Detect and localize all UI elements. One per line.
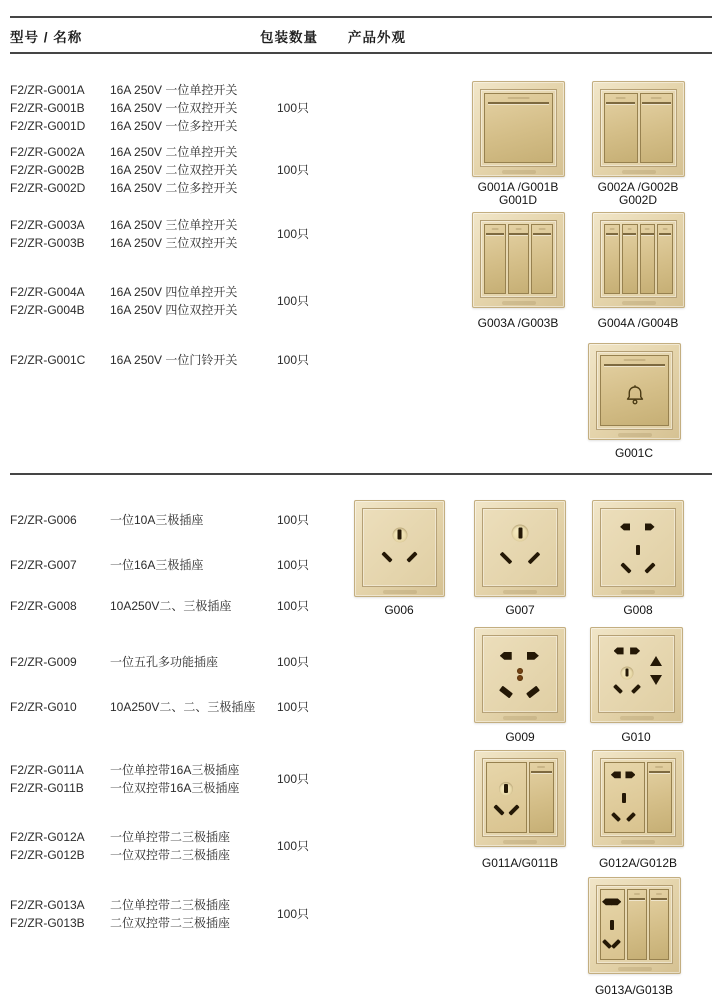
model-code: F2/ZR-G006 (10, 513, 77, 527)
section-divider-rule (10, 473, 712, 475)
header-top-rule (10, 16, 712, 18)
caption-line: G006 (384, 603, 414, 617)
model-desc: 16A 250V 一位单控开关 (110, 83, 238, 97)
product-row (10, 828, 470, 846)
bell-icon (622, 382, 648, 408)
model-desc: 一位五孔多功能插座 (110, 655, 219, 669)
rocker (640, 93, 674, 163)
model-code: F2/ZR-G013B (10, 916, 85, 930)
product-image-g006-socket-3pin (354, 500, 445, 597)
product-image-g008-socket-5hole (592, 500, 684, 597)
live-pin-hole (493, 804, 504, 815)
rocker (484, 224, 506, 294)
product-row (10, 698, 470, 716)
socket-face (366, 512, 433, 583)
product-row (10, 179, 470, 197)
product-row (10, 351, 470, 369)
model-code: F2/ZR-G001D (10, 119, 86, 133)
product-image-g004-switch-4gang (592, 212, 685, 308)
flat-pin-hole-down (650, 675, 662, 685)
model-code: F2/ZR-G003A (10, 218, 85, 232)
model-code: F2/ZR-G004A (10, 285, 85, 299)
model-code: F2/ZR-G008 (10, 599, 77, 613)
rocker (649, 889, 669, 960)
product-image-g011-switch-socket-3pin (474, 750, 566, 847)
product-row (10, 99, 470, 117)
product-row (10, 301, 470, 319)
brand-emboss (622, 301, 656, 305)
flat-pin-hole-right (527, 652, 539, 660)
model-code: F2/ZR-G013A (10, 898, 85, 912)
pin-slot (504, 784, 508, 793)
product-image-g001c-doorbell-switch (588, 343, 681, 440)
rocker (529, 762, 554, 833)
model-code: F2/ZR-G011A (10, 763, 84, 777)
product-image-g010-socket-223pole (590, 627, 683, 723)
plate-frame (482, 758, 558, 837)
product-row (10, 779, 470, 797)
brand-emboss (620, 716, 654, 720)
rocker (627, 889, 647, 960)
socket-face (486, 639, 554, 709)
model-desc: 一位单控带16A三极插座 (110, 763, 240, 777)
image-caption-g011 (460, 857, 580, 870)
pack-quantity: 100只 (277, 558, 310, 572)
model-desc: 10A250V二、三极插座 (110, 599, 232, 613)
caption-line: G001C (614, 446, 654, 460)
model-code: F2/ZR-G001B (10, 101, 85, 115)
earth-pin-hole (512, 525, 529, 542)
product-group-g001c (10, 351, 470, 369)
model-desc: 10A250V二、二、三极插座 (110, 700, 256, 714)
model-desc: 16A 250V 三位单控开关 (110, 218, 238, 232)
neutral-pin-hole (626, 812, 636, 822)
image-caption-g009 (460, 731, 580, 744)
model-desc: 一位单控带二三极插座 (110, 830, 231, 844)
image-caption-g002 (578, 181, 698, 207)
image-caption-g008 (578, 604, 698, 617)
plate-frame (596, 885, 673, 964)
flat-pin-hole-left (611, 771, 621, 778)
product-group-g003 (10, 216, 470, 252)
product-group-g002 (10, 143, 470, 197)
caption-line: G001A /G001B (477, 180, 559, 194)
live-pin-hole (381, 552, 392, 563)
image-caption-g007 (460, 604, 580, 617)
brand-emboss (618, 433, 652, 437)
socket-panel (486, 762, 527, 833)
pack-quantity: 100只 (277, 655, 310, 669)
model-desc: 16A 250V 二位双控开关 (110, 163, 238, 177)
model-code: F2/ZR-G012A (10, 830, 85, 844)
product-row (10, 846, 470, 864)
header-bottom-rule (10, 52, 712, 54)
neutral-pin-hole (407, 552, 418, 563)
product-group-g010 (10, 698, 470, 716)
neutral-pin-hole (645, 562, 656, 573)
pack-quantity: 100只 (277, 163, 310, 177)
earth-contact-hole (517, 675, 523, 681)
live-pin-hole (611, 812, 621, 822)
product-group-g009 (10, 653, 470, 671)
product-image-g007-socket-3pin-16a (474, 500, 566, 597)
caption-line: G011A/G011B (481, 856, 559, 870)
model-desc: 16A 250V 一位多控开关 (110, 119, 238, 133)
pack-quantity: 100只 (277, 101, 310, 115)
product-row (10, 896, 470, 914)
product-row (10, 653, 470, 671)
column-header-quantity: 包装数量 (260, 30, 318, 45)
model-desc: 一位16A三极插座 (110, 558, 204, 572)
rocker (604, 224, 620, 294)
caption-line: G007 (505, 603, 535, 617)
earth-pin-hole (499, 782, 513, 796)
plate-frame (362, 508, 437, 587)
brand-emboss (621, 590, 655, 594)
rocker (622, 224, 638, 294)
caption-line: G013A/G013B (594, 983, 674, 997)
pack-quantity: 100只 (277, 599, 310, 613)
pack-quantity: 100只 (277, 353, 310, 367)
brand-emboss (502, 170, 536, 174)
model-desc: 一位双控带16A三极插座 (110, 781, 240, 795)
flat-pin-hole-right (611, 898, 621, 905)
image-caption-g013 (574, 984, 694, 997)
brand-emboss (503, 590, 537, 594)
model-desc: 一位10A三极插座 (110, 513, 204, 527)
model-desc: 二位双控带二三极插座 (110, 916, 231, 930)
caption-line: G009 (505, 730, 535, 744)
model-code: F2/ZR-G002A (10, 145, 85, 159)
product-group-g004 (10, 283, 470, 319)
image-caption-g003 (458, 317, 578, 330)
plate-frame (600, 220, 677, 298)
model-code: F2/ZR-G010 (10, 700, 77, 714)
model-code: F2/ZR-G012B (10, 848, 85, 862)
caption-line: G001D (498, 193, 538, 207)
plate-frame (598, 635, 675, 713)
doorbell-rocker (600, 355, 669, 426)
model-code: F2/ZR-G004B (10, 303, 85, 317)
caption-line: G002D (618, 193, 658, 207)
rocker (531, 224, 553, 294)
brand-emboss (502, 301, 536, 305)
product-row (10, 761, 470, 779)
flat-pin-hole-right (625, 771, 635, 778)
pack-quantity: 100只 (277, 513, 310, 527)
neutral-pin-hole (528, 552, 541, 565)
pack-quantity: 100只 (277, 227, 310, 241)
rocker (647, 762, 672, 833)
flat-pin-hole-left (602, 898, 612, 905)
plate-frame (480, 220, 557, 298)
pin-slot (625, 669, 628, 677)
product-row (10, 914, 470, 932)
product-image-g001-switch-1gang (472, 81, 565, 177)
pack-quantity: 100只 (277, 294, 310, 308)
model-code: F2/ZR-G003B (10, 236, 85, 250)
model-desc: 一位双控带二三极插座 (110, 848, 231, 862)
image-caption-g006 (339, 604, 459, 617)
flat-pin-hole-left (500, 652, 512, 660)
product-group-g001 (10, 81, 470, 135)
caption-line: G004A /G004B (597, 316, 679, 330)
pin-slot (398, 530, 402, 540)
plate-frame (480, 89, 557, 167)
image-caption-g010 (576, 731, 696, 744)
rocker (604, 93, 638, 163)
product-row (10, 234, 470, 252)
live-pin-hole (602, 939, 612, 949)
product-row (10, 117, 470, 135)
live-pin-hole (499, 685, 513, 698)
product-group-g011 (10, 761, 470, 797)
pack-quantity: 100只 (277, 772, 310, 786)
product-row (10, 143, 470, 161)
column-header-model: 型号 / 名称 (10, 30, 83, 45)
product-image-g009-socket-multifunction (474, 627, 566, 723)
rocker (508, 224, 530, 294)
live-pin-hole (620, 562, 631, 573)
product-image-g013-2switch-socket-5hole (588, 877, 681, 974)
model-code: F2/ZR-G001C (10, 353, 86, 367)
pack-quantity: 100只 (277, 839, 310, 853)
model-desc: 16A 250V 一位双控开关 (110, 101, 238, 115)
rocker (657, 224, 673, 294)
model-desc: 16A 250V 二位单控开关 (110, 145, 238, 159)
pack-quantity: 100只 (277, 700, 310, 714)
earth-pin-hole (622, 793, 626, 803)
rocker (484, 93, 553, 163)
plate-frame (600, 758, 676, 837)
model-code: F2/ZR-G011B (10, 781, 84, 795)
flat-pin-hole-right (645, 523, 655, 530)
model-code: F2/ZR-G001A (10, 83, 85, 97)
model-code: F2/ZR-G009 (10, 655, 77, 669)
plate-frame (482, 635, 558, 713)
brand-emboss (622, 170, 656, 174)
socket-panel (600, 889, 625, 960)
model-desc: 二位单控带二三极插座 (110, 898, 231, 912)
socket-panel (604, 762, 645, 833)
product-image-g003-switch-3gang (472, 212, 565, 308)
product-row (10, 283, 470, 301)
product-image-g012-switch-socket-5hole (592, 750, 684, 847)
pack-quantity: 100只 (277, 907, 310, 921)
brand-emboss (621, 840, 655, 844)
model-desc: 16A 250V 四位双控开关 (110, 303, 238, 317)
product-row (10, 161, 470, 179)
earth-pin-hole (610, 920, 614, 930)
product-row (10, 81, 470, 99)
product-group-g012 (10, 828, 470, 864)
caption-line: G008 (623, 603, 653, 617)
live-pin-hole (613, 684, 623, 694)
earth-pin-hole (620, 666, 633, 679)
plate-frame (482, 508, 558, 587)
flat-pin-hole-left (620, 523, 630, 530)
rocker (640, 224, 656, 294)
model-code: F2/ZR-G002D (10, 181, 86, 195)
image-caption-g004 (578, 317, 698, 330)
brand-emboss (618, 967, 652, 971)
flat-pin-hole-up (650, 656, 662, 666)
model-desc: 16A 250V 二位多控开关 (110, 181, 238, 195)
plate-frame (600, 508, 676, 587)
model-desc: 16A 250V 一位门铃开关 (110, 353, 238, 367)
brand-emboss (503, 716, 537, 720)
caption-line: G003A /G003B (477, 316, 559, 330)
plate-frame (596, 351, 673, 430)
plate-frame (600, 89, 677, 167)
flat-pin-hole-left (614, 647, 624, 654)
pin-slot (518, 528, 522, 539)
model-code: F2/ZR-G002B (10, 163, 85, 177)
earth-pin-hole (392, 527, 407, 542)
image-caption-g001 (458, 181, 578, 207)
column-header-appearance: 产品外观 (348, 30, 406, 45)
caption-line: G012A/G012B (598, 856, 678, 870)
caption-line: G010 (621, 730, 651, 744)
neutral-pin-hole (508, 804, 519, 815)
image-caption-g001c (574, 447, 694, 460)
model-desc: 16A 250V 三位双控开关 (110, 236, 238, 250)
neutral-pin-hole (526, 685, 540, 698)
socket-face (602, 639, 671, 709)
caption-line: G002A /G002B (597, 180, 679, 194)
earth-contact-hole (517, 668, 523, 674)
neutral-pin-hole (631, 684, 641, 694)
earth-pin-hole (636, 545, 640, 555)
image-caption-g012 (578, 857, 698, 870)
model-code: F2/ZR-G007 (10, 558, 77, 572)
brand-emboss (383, 590, 417, 594)
flat-pin-hole-right (630, 647, 640, 654)
socket-face (604, 512, 672, 583)
product-row (10, 216, 470, 234)
live-pin-hole (499, 552, 512, 565)
neutral-pin-hole (611, 939, 621, 949)
product-image-g002-switch-2gang (592, 81, 685, 177)
product-group-g013 (10, 896, 470, 932)
brand-emboss (503, 840, 537, 844)
socket-face (486, 512, 554, 583)
model-desc: 16A 250V 四位单控开关 (110, 285, 238, 299)
